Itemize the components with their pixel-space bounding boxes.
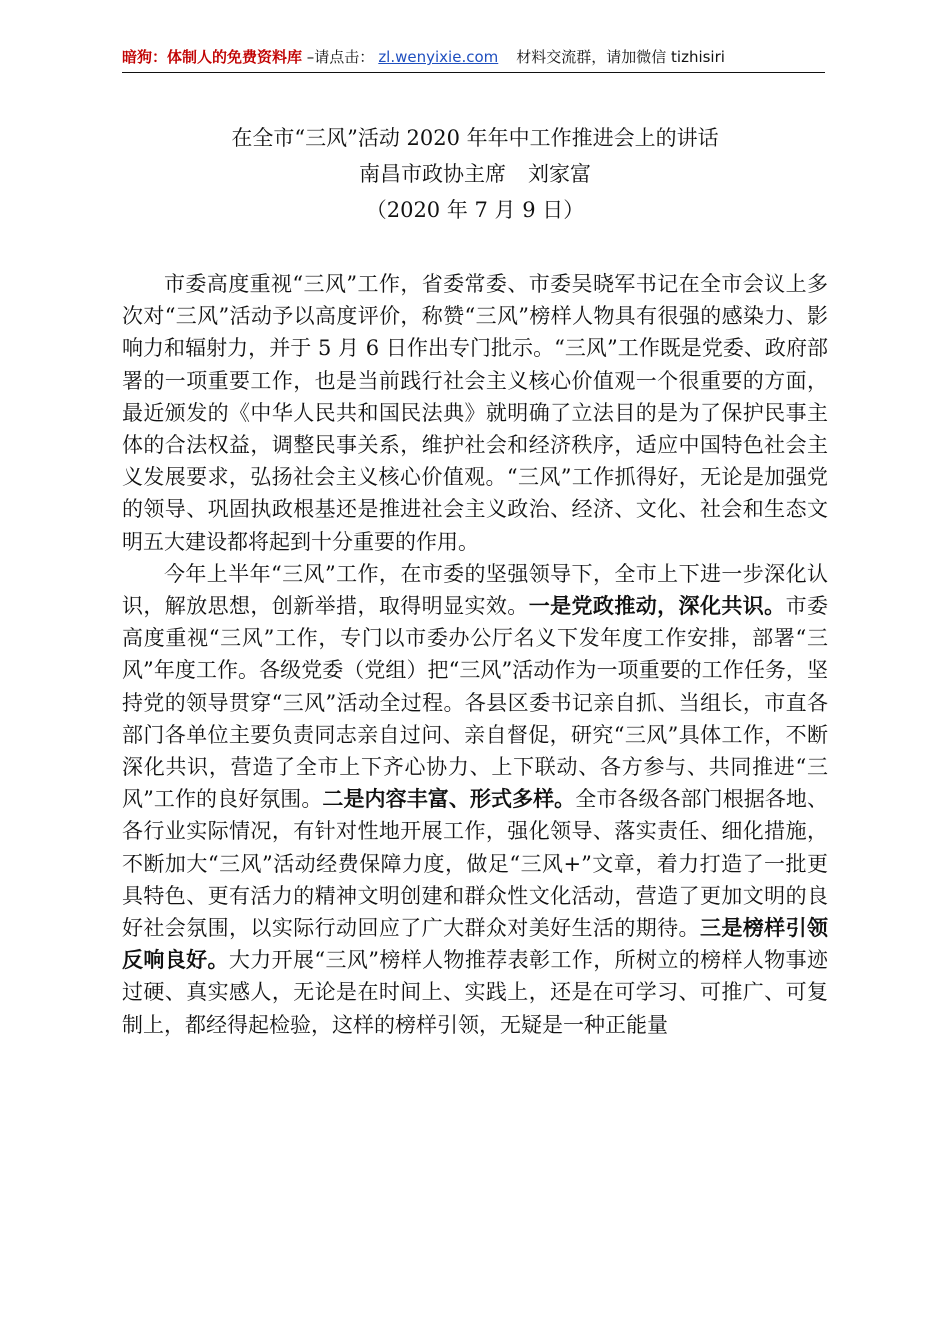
document-body (122, 268, 828, 1041)
document-title: 在全市“三风”活动 2020 年年中工作推进会上的讲话 (231, 126, 719, 150)
title-block (0, 120, 950, 228)
speaker-line (0, 156, 950, 192)
point-3-text: 大力开展“三风”榜样人物推荐表彰工作，所树立的榜样人物事迹过硬、真实感人，无论是在时间上、实践上，还是在可学习、可推广、可复制上，都经得起检验，这样的榜样引领，无疑是一种正能量 (122, 948, 828, 1037)
speech-date: （2020 年 7 月 9 日） (365, 198, 585, 222)
header-contact: 材料交流群，请加微信 tizhisiri (516, 48, 725, 66)
point-1-heading: 一是党政推动，深化共识。 (528, 593, 786, 619)
paragraph-2 (122, 558, 828, 1041)
paragraph-1: 市委高度重视“三风”工作，省委常委、市委吴晓军书记在全市会议上多次对“三风”活动予以高度评价，称赞“三风”榜样人物具有很强的感染力、影响力和辐射力，并于 5 月 6 日作出专门批示。“三风”工作既是党委、政府部署的一项重要工作，也是当前践行社会主义核心价值观一个很重要的方面，最近颁发的《中华人民共和国民法典》就明确了立法目的是为了保护民事主体的合法权益，调整民事关系，维护社会和经济秩序，适应中国特色社会主义发展要求，弘扬社会主义核心价值观。“三风”工作抓得好，无论是加强党的领导、巩固执政根基还是推进社会主义政治、经济、文化、社会和生态文明五大建设都将起到十分重要的作用。 (122, 272, 828, 554)
header-divider (122, 72, 825, 73)
point-1-text: 市委高度重视“三风”工作，专门以市委办公厅名义下发年度工作安排，部署“三风”年度工作。各级党委（党组）把“三风”活动作为一项重要的工作任务，坚持党的领导贯穿“三风”活动全过程。各县区委书记亲自抓、当组长，市直各部门各单位主要负责同志亲自过问、亲自督促，研究“三风”具体工作，不断深化共识，营造了全市上下齐心协力、上下联动、各方参与、共同推进“三风”工作的良好氛围。 (122, 594, 828, 812)
header-brand: 暗狗：体制人的免费资料库 (122, 48, 303, 66)
header-click-label: 请点击： (314, 48, 375, 66)
header-dash: – (302, 48, 315, 66)
point-2-text: 全市各级各部门根据各地、各行业实际情况，有针对性地开展工作，强化领导、落实责任、细化措施，不断加大“三风”活动经费保障力度，做足“三风+”文章，着力打造了一批更具特色、更有活力的精神文明创建和群众性文化活动，营造了更加文明的良好社会氛围，以实际行动回应了广大群众对美好生活的期待。 (122, 787, 828, 941)
page-header (122, 46, 824, 72)
paragraph-2-intro: 今年上半年“三风”工作，在市委的坚强领导下，全市上下进一步深化认识，解放思想，创新举措，取得明显实效。 (122, 561, 828, 619)
speaker-name: 刘家富 (528, 162, 591, 186)
point-3-heading: 三是榜样引领反响良好。 (122, 915, 828, 973)
point-2-heading: 二是内容丰富、形式多样。 (322, 786, 576, 812)
speaker-role: 南昌市政协主席 (359, 162, 506, 186)
header-link[interactable]: zl.wenyixie.com (378, 48, 499, 66)
